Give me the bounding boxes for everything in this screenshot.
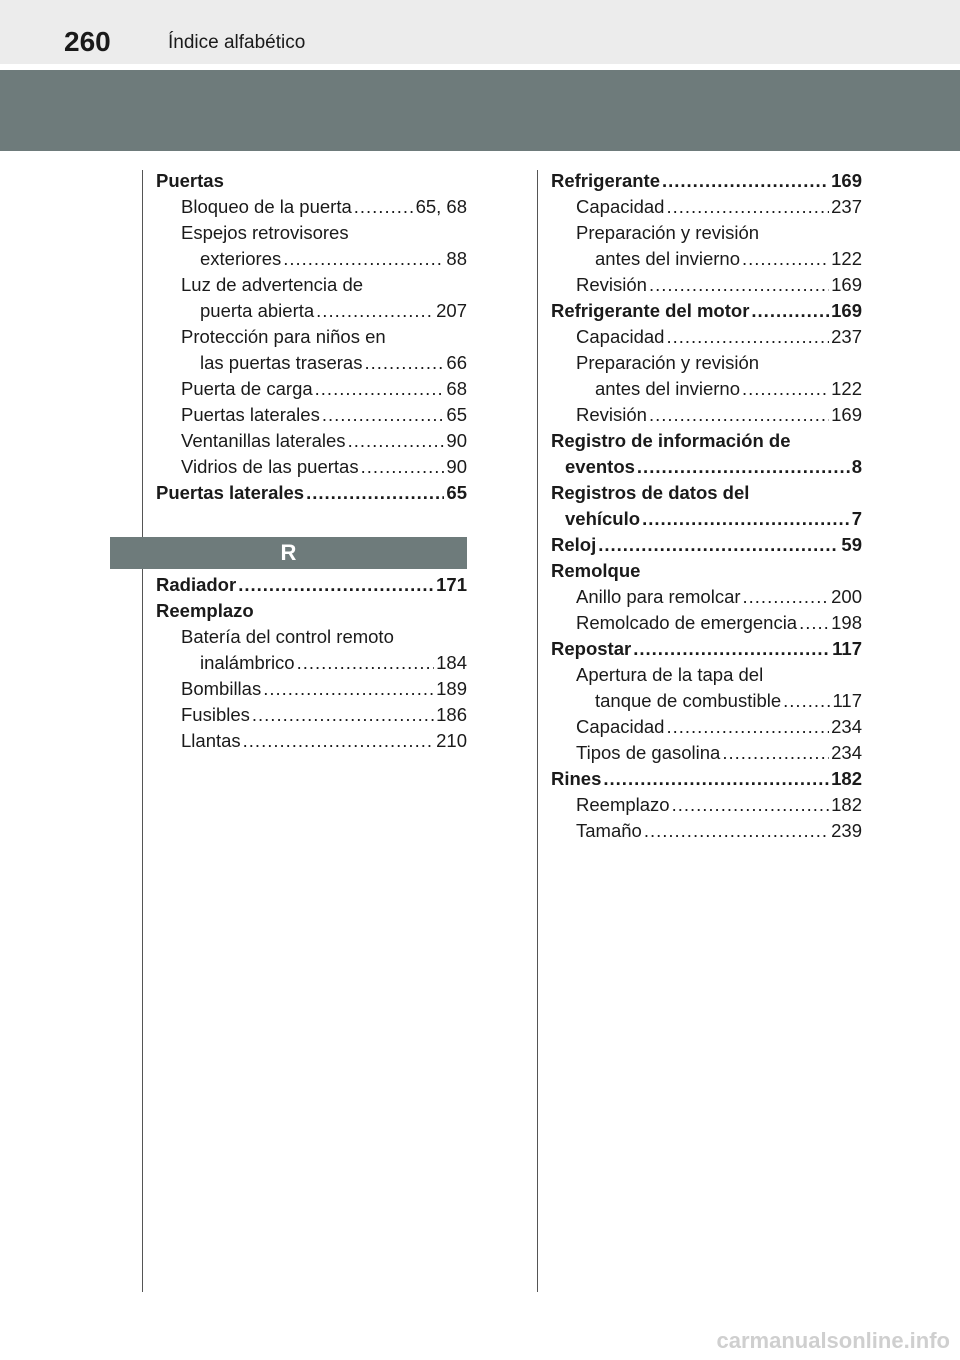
entry-page: 184 xyxy=(436,652,467,673)
dot-leader xyxy=(751,298,829,324)
entry-label: Anillo para remolcar xyxy=(576,586,741,607)
index-entry xyxy=(156,298,467,324)
entry-label: Puerta de carga xyxy=(181,378,313,399)
index-entry xyxy=(156,220,467,246)
dot-leader xyxy=(297,650,435,676)
index-entry xyxy=(551,480,862,506)
entry-label: Registros de datos del xyxy=(551,482,750,503)
dot-leader xyxy=(348,428,445,454)
entry-label: Capacidad xyxy=(576,196,665,217)
entry-label: Capacidad xyxy=(576,326,665,347)
entry-page: 171 xyxy=(436,574,467,595)
entry-label: antes del invierno xyxy=(595,378,741,399)
dot-leader xyxy=(783,688,830,714)
entry-page: 169 xyxy=(831,404,862,425)
index-column-right xyxy=(551,168,862,844)
index-entry xyxy=(551,454,862,480)
entry-label: Batería del control remoto xyxy=(181,626,394,647)
entry-page: 210 xyxy=(436,730,467,751)
entry-label: Refrigerante del motor xyxy=(551,300,750,321)
index-entry xyxy=(156,572,467,598)
index-entry xyxy=(551,584,862,610)
index-entry xyxy=(551,220,862,246)
dot-leader xyxy=(722,740,829,766)
entry-page: 122 xyxy=(831,378,862,399)
entry-label: Reemplazo xyxy=(576,794,670,815)
entry-label: exteriores xyxy=(200,248,282,269)
index-entry xyxy=(551,740,862,766)
entry-label: Bloqueo de la puerta xyxy=(181,196,352,217)
entry-label: tanque de combustible xyxy=(595,690,782,711)
entry-page: 8 xyxy=(851,456,862,477)
index-entry xyxy=(551,376,862,402)
entry-label: Fusibles xyxy=(181,704,250,725)
index-entry xyxy=(156,428,467,454)
entry-page: 234 xyxy=(831,716,862,737)
index-entry xyxy=(156,272,467,298)
index-entry xyxy=(551,818,862,844)
entry-label: Repostar xyxy=(551,638,632,659)
dot-leader xyxy=(603,766,829,792)
index-entry xyxy=(156,676,467,702)
entry-label: Revisión xyxy=(576,274,647,295)
entry-label: Puertas xyxy=(156,170,224,191)
index-entry xyxy=(551,766,862,792)
entry-page: 182 xyxy=(831,794,862,815)
index-entry xyxy=(551,662,862,688)
index-entry xyxy=(156,402,467,428)
section-letter-band: R xyxy=(110,537,467,569)
dot-leader xyxy=(742,246,829,272)
dot-leader xyxy=(666,714,829,740)
dot-leader xyxy=(799,610,829,636)
dot-leader xyxy=(633,636,830,662)
entry-page: 65, 68 xyxy=(415,196,467,217)
index-column-left-bottom xyxy=(156,572,467,754)
index-entry xyxy=(551,246,862,272)
index-entry xyxy=(551,350,862,376)
entry-label: Llantas xyxy=(181,730,241,751)
index-entry xyxy=(551,792,862,818)
entry-label: Reloj xyxy=(551,534,597,555)
entry-label: Refrigerante xyxy=(551,170,660,191)
dot-leader xyxy=(666,324,829,350)
dot-leader xyxy=(364,350,444,376)
entry-page: 237 xyxy=(831,326,862,347)
entry-label: Preparación y revisión xyxy=(576,352,760,373)
index-entry xyxy=(551,272,862,298)
index-entry xyxy=(551,714,862,740)
entry-label: Bombillas xyxy=(181,678,262,699)
entry-label: Revisión xyxy=(576,404,647,425)
dot-leader xyxy=(252,702,434,728)
page-title: Índice alfabético xyxy=(168,32,306,53)
entry-label: las puertas traseras xyxy=(200,352,363,373)
entry-page: 169 xyxy=(831,274,862,295)
entry-label: Protección para niños en xyxy=(181,326,386,347)
entry-page: 234 xyxy=(831,742,862,763)
watermark-logo: carmanualsonline.info xyxy=(716,1328,950,1353)
entry-page: 169 xyxy=(831,170,862,191)
entry-label: Ventanillas laterales xyxy=(181,430,346,451)
entry-label: Capacidad xyxy=(576,716,665,737)
dot-leader xyxy=(637,454,850,480)
entry-label: Remolque xyxy=(551,560,641,581)
entry-label: Registro de información de xyxy=(551,430,791,451)
dot-leader xyxy=(354,194,414,220)
entry-label: Reemplazo xyxy=(156,600,254,621)
index-column-left-top xyxy=(156,168,467,506)
dot-leader xyxy=(316,298,434,324)
index-entry xyxy=(156,480,467,506)
index-entry xyxy=(551,324,862,350)
entry-label: Tipos de gasolina xyxy=(576,742,721,763)
dot-leader xyxy=(662,168,829,194)
entry-page: 59 xyxy=(841,534,862,555)
dot-leader xyxy=(283,246,444,272)
index-entry xyxy=(551,506,862,532)
dot-leader xyxy=(649,272,829,298)
entry-page: 200 xyxy=(831,586,862,607)
entry-page: 65 xyxy=(446,482,467,503)
dot-leader xyxy=(649,402,829,428)
entry-label: Apertura de la tapa del xyxy=(576,664,764,685)
entry-label: antes del invierno xyxy=(595,248,741,269)
index-entry xyxy=(551,610,862,636)
index-entry xyxy=(156,728,467,754)
dot-leader xyxy=(666,194,829,220)
entry-label: Tamaño xyxy=(576,820,642,841)
entry-page: 198 xyxy=(831,612,862,633)
column-rule-left xyxy=(142,170,143,1292)
entry-page: 90 xyxy=(446,430,467,451)
index-entry xyxy=(156,376,467,402)
index-entry xyxy=(156,702,467,728)
entry-page: 68 xyxy=(446,378,467,399)
index-entry xyxy=(156,324,467,350)
index-entry xyxy=(156,350,467,376)
index-entry xyxy=(551,428,862,454)
entry-label: vehículo xyxy=(565,508,641,529)
entry-label: Preparación y revisión xyxy=(576,222,760,243)
entry-label: eventos xyxy=(565,456,635,477)
dot-leader xyxy=(598,532,839,558)
index-entry xyxy=(156,194,467,220)
entry-label: puerta abierta xyxy=(200,300,315,321)
entry-label: Radiador xyxy=(156,574,237,595)
index-entry xyxy=(551,298,862,324)
index-entry xyxy=(551,688,862,714)
entry-page: 7 xyxy=(851,508,862,529)
dot-leader xyxy=(322,402,445,428)
entry-label: Rines xyxy=(551,768,602,789)
entry-page: 169 xyxy=(831,300,862,321)
entry-label: Remolcado de emergencia xyxy=(576,612,798,633)
index-entry xyxy=(156,168,467,194)
entry-page: 88 xyxy=(446,248,467,269)
entry-label: Vidrios de las puertas xyxy=(181,456,359,477)
header-band xyxy=(0,70,960,151)
dot-leader xyxy=(672,792,830,818)
entry-page: 186 xyxy=(436,704,467,725)
entry-page: 90 xyxy=(446,456,467,477)
entry-page: 237 xyxy=(831,196,862,217)
dot-leader xyxy=(306,480,444,506)
entry-label: inalámbrico xyxy=(200,652,295,673)
index-entry xyxy=(551,194,862,220)
entry-label: Puertas laterales xyxy=(181,404,320,425)
index-entry xyxy=(551,532,862,558)
entry-page: 117 xyxy=(832,638,862,659)
dot-leader xyxy=(263,676,434,702)
entry-page: 189 xyxy=(436,678,467,699)
entry-label: Puertas laterales xyxy=(156,482,305,503)
dot-leader xyxy=(361,454,445,480)
index-entry xyxy=(156,246,467,272)
dot-leader xyxy=(243,728,434,754)
header-strip xyxy=(0,0,960,64)
entry-label: Espejos retrovisores xyxy=(181,222,349,243)
index-entry xyxy=(551,636,862,662)
dot-leader xyxy=(742,376,829,402)
dot-leader xyxy=(644,818,829,844)
index-entry xyxy=(156,454,467,480)
entry-page: 122 xyxy=(831,248,862,269)
page-number: 260 xyxy=(64,26,111,57)
entry-page: 239 xyxy=(831,820,862,841)
entry-page: 182 xyxy=(831,768,862,789)
dot-leader xyxy=(642,506,850,532)
dot-leader xyxy=(315,376,445,402)
entry-page: 117 xyxy=(832,690,862,711)
index-entry xyxy=(156,624,467,650)
index-entry xyxy=(551,558,862,584)
index-entry xyxy=(551,168,862,194)
index-entry xyxy=(156,650,467,676)
entry-label: Luz de advertencia de xyxy=(181,274,364,295)
index-entry xyxy=(156,598,467,624)
entry-page: 65 xyxy=(446,404,467,425)
index-entry xyxy=(551,402,862,428)
entry-page: 207 xyxy=(436,300,467,321)
entry-page: 66 xyxy=(446,352,467,373)
column-rule-right xyxy=(537,170,538,1292)
dot-leader xyxy=(238,572,434,598)
dot-leader xyxy=(743,584,830,610)
